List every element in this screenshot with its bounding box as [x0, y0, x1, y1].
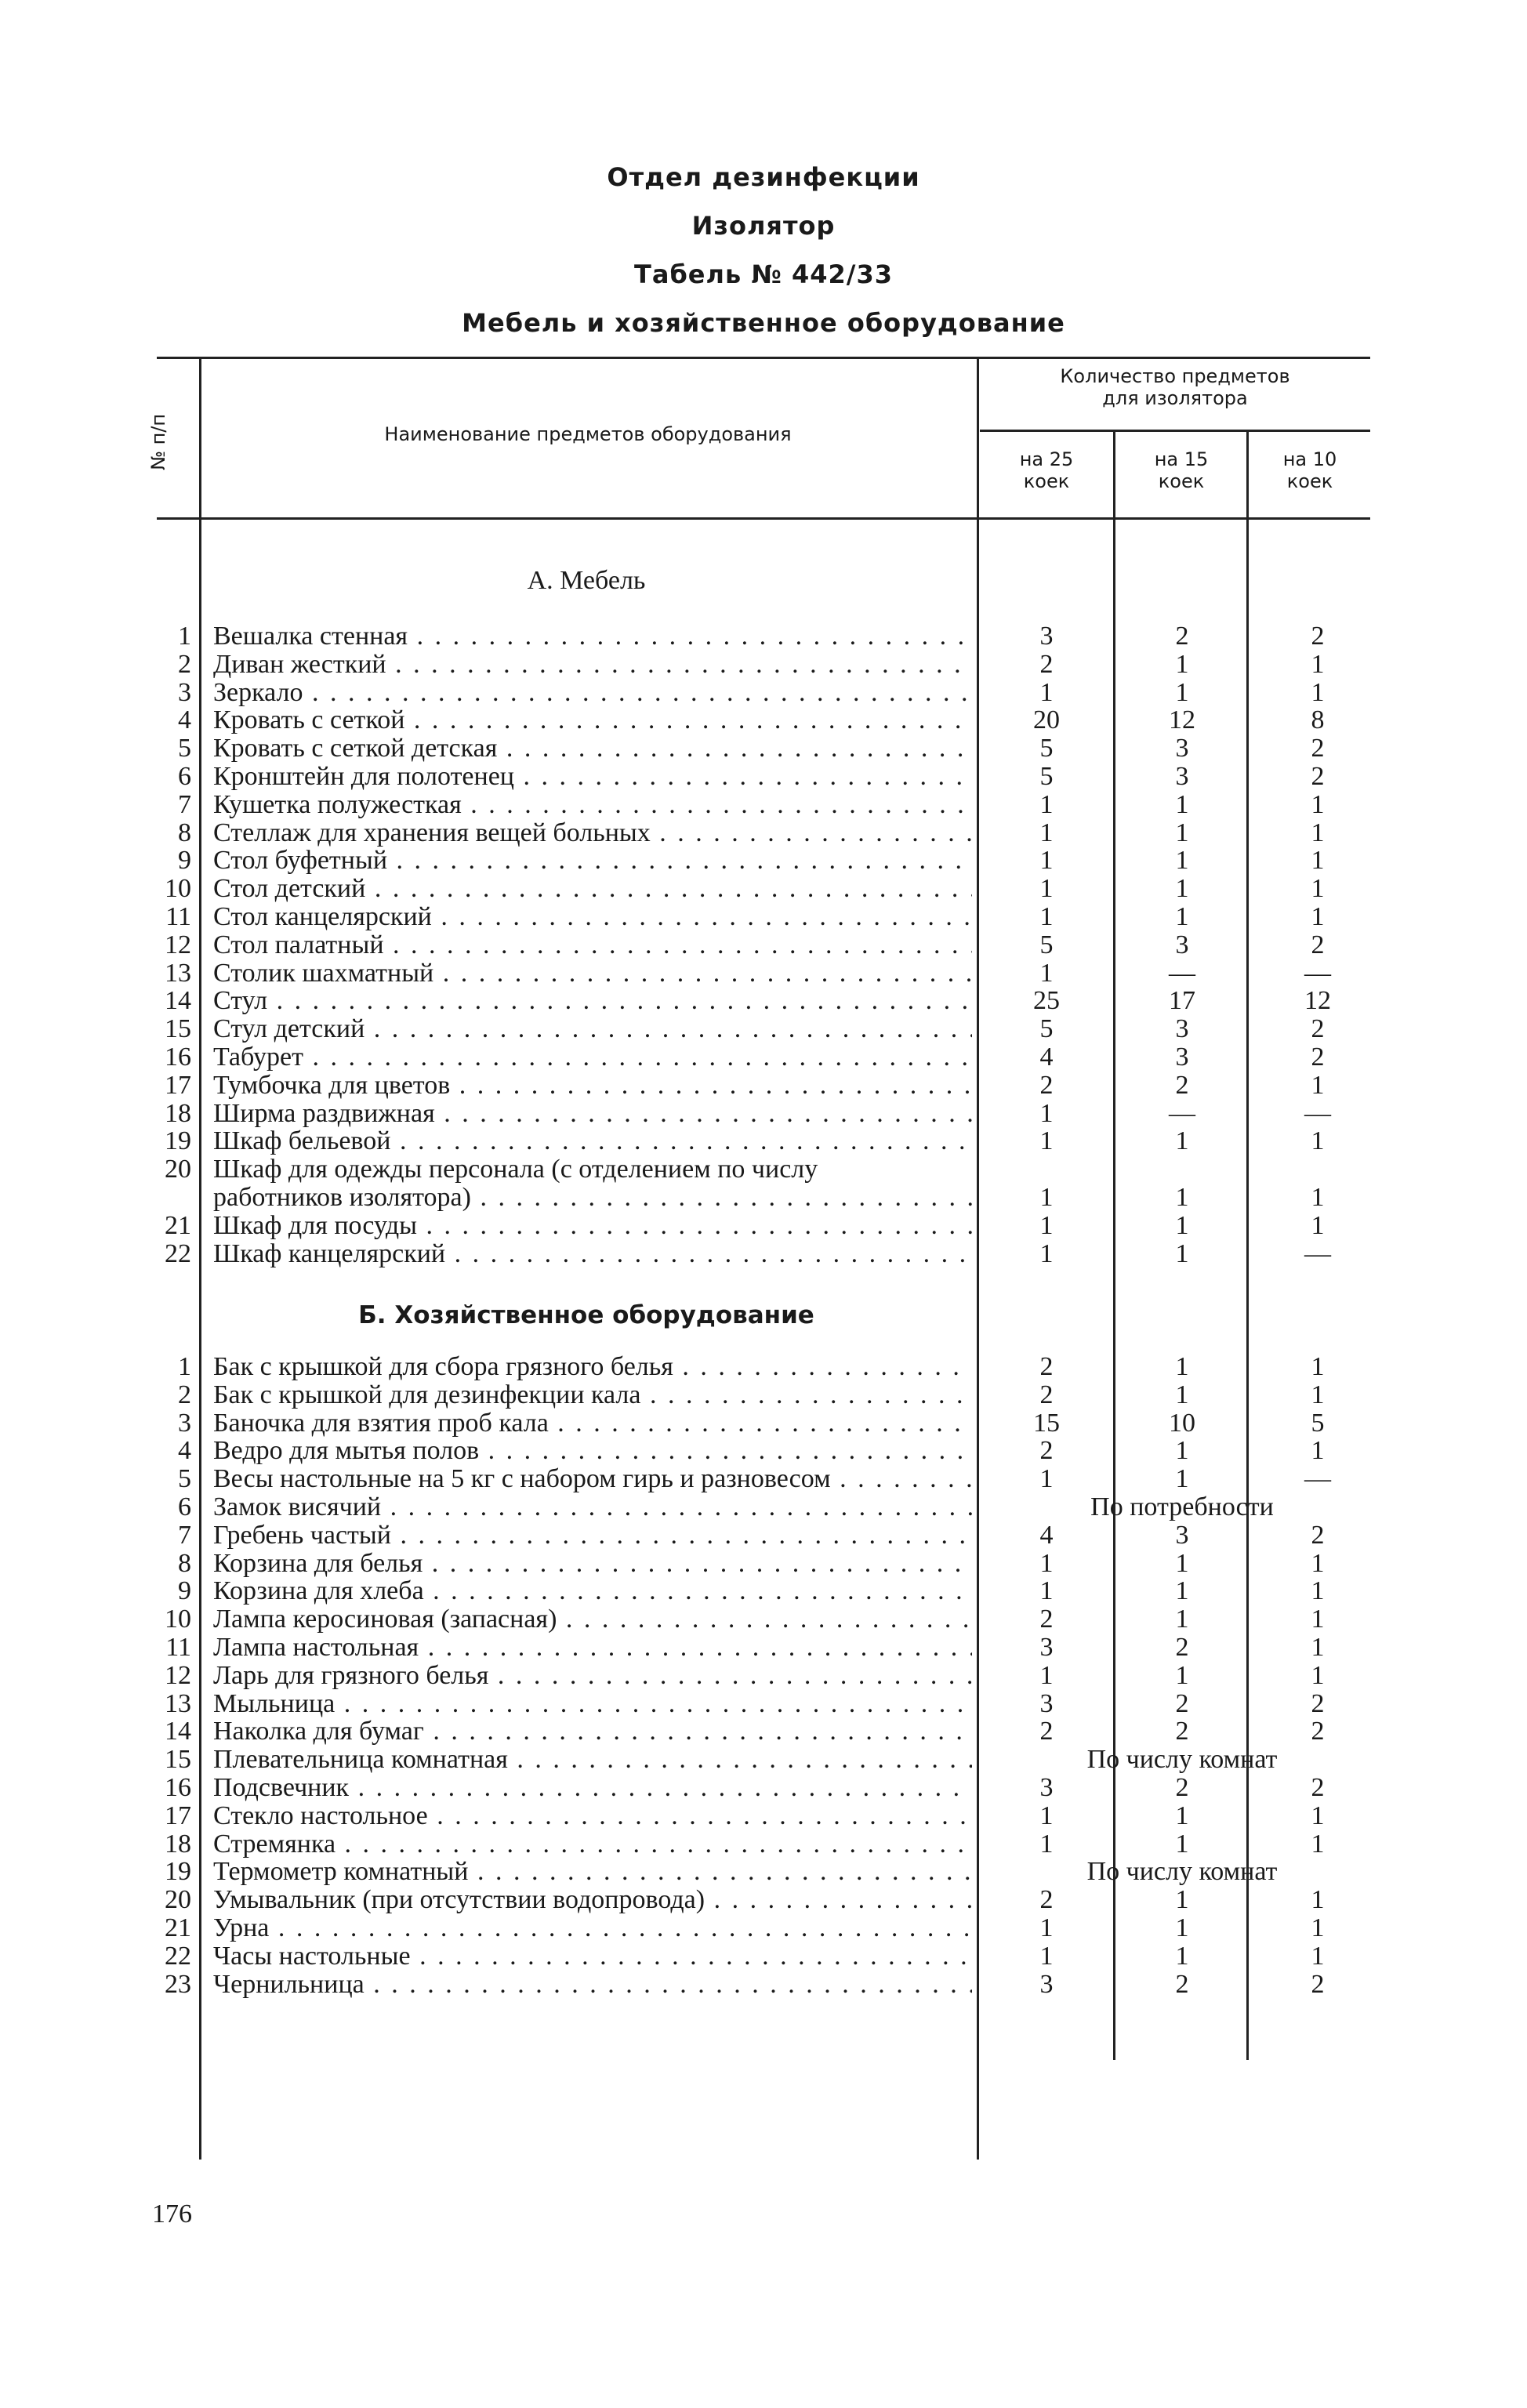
- row-qty-15-beds: 1: [1175, 846, 1189, 876]
- row-number: 2: [178, 649, 191, 679]
- row-qty-25-beds: 2: [1039, 1380, 1054, 1409]
- table-row: [0, 1100, 1527, 1128]
- column-header-10-beds: на 10 коек: [1282, 448, 1337, 492]
- row-number: 5: [178, 734, 191, 763]
- row-qty-10-beds: 1: [1311, 818, 1325, 847]
- row-qty-25-beds: 3: [1039, 1633, 1054, 1662]
- row-qty-15-beds: 10: [1169, 1408, 1195, 1438]
- row-number: 3: [178, 677, 191, 707]
- row-number: 22: [165, 1941, 191, 1971]
- row-number: 17: [165, 1801, 191, 1830]
- row-number: 14: [165, 1717, 191, 1746]
- row-qty-25-beds: 1: [1039, 1660, 1054, 1690]
- row-quantity-note: По числу комнат: [1086, 1857, 1278, 1887]
- table-row: [0, 1015, 1527, 1043]
- row-qty-25-beds: 1: [1039, 958, 1054, 988]
- row-qty-25-beds: 1: [1039, 1576, 1054, 1606]
- row-item-name: Шкаф бельевой . . .: [213, 1127, 972, 1155]
- row-item-name: Наколка для бумаг . . .: [213, 1717, 972, 1746]
- row-item-name: Кровать с сеткой . . .: [213, 706, 972, 734]
- row-qty-15-beds: 2: [1175, 1717, 1189, 1746]
- row-qty-10-beds: 2: [1311, 1688, 1325, 1718]
- table-row: [0, 1353, 1527, 1381]
- row-item-name: Ведро для мытья полов . . .: [213, 1437, 972, 1465]
- row-number: 22: [165, 1238, 191, 1268]
- row-qty-15-beds: 1: [1175, 874, 1189, 904]
- row-item-name: Умывальник (при отсутствии водопровода) . . .: [213, 1886, 972, 1914]
- row-item-name: Корзина для белья . . .: [213, 1550, 972, 1578]
- row-item-name: Стол канцелярский . . .: [213, 903, 972, 931]
- table-row: [0, 903, 1527, 931]
- row-number: 17: [165, 1070, 191, 1100]
- row-qty-25-beds: 2: [1039, 1352, 1054, 1381]
- row-number: 13: [165, 958, 191, 988]
- row-qty-25-beds: 3: [1039, 1688, 1054, 1718]
- row-qty-25-beds: 1: [1039, 1829, 1054, 1859]
- row-qty-15-beds: 1: [1175, 1885, 1189, 1915]
- row-number: 8: [178, 1548, 191, 1578]
- row-qty-15-beds: 1: [1175, 1605, 1189, 1634]
- row-qty-25-beds: 2: [1039, 1717, 1054, 1746]
- row-item-name: Стол палатный . . .: [213, 931, 972, 959]
- row-item-name: Замок висячий . . .: [213, 1493, 972, 1521]
- table-row: [0, 1409, 1527, 1438]
- row-qty-25-beds: 1: [1039, 1210, 1054, 1240]
- row-number: 16: [165, 1773, 191, 1802]
- row-qty-10-beds: 1: [1311, 902, 1325, 931]
- row-number: 1: [178, 622, 191, 651]
- row-number: 6: [178, 1492, 191, 1521]
- row-qty-15-beds: 3: [1175, 762, 1189, 791]
- row-qty-25-beds: 20: [1033, 705, 1060, 735]
- table-row: [0, 1043, 1527, 1072]
- table-row: [0, 1493, 1527, 1521]
- table-row: [0, 847, 1527, 875]
- row-qty-15-beds: 1: [1175, 1464, 1189, 1494]
- row-number: 13: [165, 1688, 191, 1718]
- row-qty-15-beds: 1: [1175, 1913, 1189, 1942]
- row-qty-15-beds: 2: [1175, 1969, 1189, 1999]
- row-qty-15-beds: —: [1169, 958, 1195, 988]
- table-row: [0, 622, 1527, 651]
- row-qty-25-beds: 2: [1039, 1605, 1054, 1634]
- qty-subheader-rule: [980, 430, 1370, 432]
- row-number: 8: [178, 818, 191, 847]
- table-row: [0, 1127, 1527, 1155]
- table-row: [0, 1662, 1527, 1690]
- row-number: 20: [165, 1155, 191, 1184]
- section-a-title: А. Мебель: [527, 566, 646, 595]
- row-number: 20: [165, 1885, 191, 1915]
- row-number: 15: [165, 1745, 191, 1775]
- table-row: [0, 1774, 1527, 1802]
- row-qty-10-beds: 2: [1311, 734, 1325, 763]
- row-qty-15-beds: 1: [1175, 1801, 1189, 1830]
- row-item-name: Ширма раздвижная . . .: [213, 1100, 972, 1128]
- table-row: [0, 1886, 1527, 1914]
- table-row: [0, 1830, 1527, 1859]
- row-qty-10-beds: 1: [1311, 677, 1325, 707]
- row-qty-10-beds: —: [1304, 1464, 1331, 1494]
- row-item-name: Зеркало . . .: [213, 679, 972, 707]
- row-quantity-note: По числу комнат: [1086, 1745, 1278, 1775]
- row-number: 10: [165, 1605, 191, 1634]
- row-qty-25-beds: 1: [1039, 1183, 1054, 1212]
- row-item-name: Тумбочка для цветов . . .: [213, 1072, 972, 1100]
- row-item-name: Лампа керосиновая (запасная) . . .: [213, 1605, 972, 1634]
- row-item-name: Бак с крышкой для дезинфекции кала . . .: [213, 1381, 972, 1409]
- table-row: [0, 931, 1527, 959]
- row-qty-25-beds: 4: [1039, 1520, 1054, 1550]
- column-header-25-beds: на 25 коек: [1019, 448, 1074, 492]
- table-row: [0, 819, 1527, 847]
- row-qty-10-beds: 1: [1311, 1913, 1325, 1942]
- row-number: 11: [165, 902, 191, 931]
- table-row: [0, 651, 1527, 679]
- row-qty-25-beds: 1: [1039, 1913, 1054, 1942]
- table-row: [0, 1746, 1527, 1774]
- table-row: [0, 679, 1527, 707]
- table-row: [0, 1971, 1527, 1999]
- row-qty-15-beds: 2: [1175, 1688, 1189, 1718]
- row-number: 15: [165, 1014, 191, 1044]
- row-item-name: Стол буфетный . . .: [213, 847, 972, 875]
- row-qty-10-beds: 1: [1311, 1548, 1325, 1578]
- row-number: 2: [178, 1380, 191, 1409]
- row-number: 14: [165, 986, 191, 1016]
- row-item-name: Стул детский . . .: [213, 1015, 972, 1043]
- row-qty-10-beds: 1: [1311, 649, 1325, 679]
- row-number: 12: [165, 930, 191, 959]
- row-qty-15-beds: 2: [1175, 1633, 1189, 1662]
- row-item-name: Кушетка полужесткая . . .: [213, 791, 972, 819]
- table-row: [0, 1942, 1527, 1971]
- row-number: 21: [165, 1210, 191, 1240]
- row-qty-25-beds: 1: [1039, 789, 1054, 819]
- row-qty-10-beds: —: [1304, 1238, 1331, 1268]
- row-number: 23: [165, 1969, 191, 1999]
- row-qty-25-beds: 5: [1039, 1014, 1054, 1044]
- table-row: [0, 1381, 1527, 1409]
- row-qty-15-beds: 17: [1169, 986, 1195, 1016]
- row-qty-25-beds: 1: [1039, 1941, 1054, 1971]
- row-qty-25-beds: 15: [1033, 1408, 1060, 1438]
- row-qty-15-beds: 1: [1175, 1352, 1189, 1381]
- row-qty-25-beds: 3: [1039, 622, 1054, 651]
- row-qty-15-beds: 3: [1175, 734, 1189, 763]
- row-number: 16: [165, 1043, 191, 1072]
- row-qty-10-beds: 1: [1311, 1605, 1325, 1634]
- row-item-name: Стол детский . . .: [213, 875, 972, 903]
- row-item-name: Табурет . . .: [213, 1043, 972, 1072]
- row-number: 21: [165, 1913, 191, 1942]
- row-qty-10-beds: 1: [1311, 874, 1325, 904]
- row-number: 18: [165, 1829, 191, 1859]
- header-bottom-rule: [157, 517, 1370, 520]
- table-row: [0, 1802, 1527, 1830]
- row-item-name: Подсвечник . . .: [213, 1774, 972, 1802]
- title-subject: Мебель и хозяйственное оборудование: [462, 308, 1065, 338]
- row-qty-15-beds: 1: [1175, 1238, 1189, 1268]
- column-header-num: № п/п: [147, 413, 169, 470]
- row-qty-10-beds: 1: [1311, 1380, 1325, 1409]
- title-tabel: Табель № 442/33: [634, 259, 893, 289]
- row-item-name: Весы настольные на 5 кг с набором гирь и разновесом . . .: [213, 1465, 972, 1493]
- row-qty-10-beds: 2: [1311, 1717, 1325, 1746]
- row-qty-10-beds: 2: [1311, 930, 1325, 959]
- table-row: [0, 1717, 1527, 1746]
- row-qty-25-beds: 1: [1039, 1098, 1054, 1128]
- row-qty-25-beds: 1: [1039, 1126, 1054, 1156]
- row-qty-15-beds: 1: [1175, 1829, 1189, 1859]
- row-qty-10-beds: 1: [1311, 1183, 1325, 1212]
- row-qty-10-beds: 2: [1311, 1520, 1325, 1550]
- row-qty-25-beds: 1: [1039, 1238, 1054, 1268]
- row-qty-15-beds: 1: [1175, 818, 1189, 847]
- row-number: 9: [178, 1576, 191, 1606]
- row-qty-10-beds: 5: [1311, 1408, 1325, 1438]
- row-item-name: Бак с крышкой для сбора грязного белья . . .: [213, 1353, 972, 1381]
- row-qty-25-beds: 1: [1039, 677, 1054, 707]
- table-top-rule: [157, 357, 1370, 359]
- row-qty-15-beds: 2: [1175, 1773, 1189, 1802]
- row-qty-25-beds: 1: [1039, 846, 1054, 876]
- row-qty-10-beds: 2: [1311, 762, 1325, 791]
- table-row: [0, 1550, 1527, 1578]
- row-qty-25-beds: 5: [1039, 734, 1054, 763]
- column-header-name: Наименование предметов оборудования: [384, 423, 792, 445]
- table-row: [0, 706, 1527, 734]
- row-qty-10-beds: 2: [1311, 1043, 1325, 1072]
- column-header-15-beds: на 15 коек: [1154, 448, 1209, 492]
- table-row: [0, 1212, 1527, 1240]
- row-item-name: Диван жесткий . . .: [213, 651, 972, 679]
- row-number: 1: [178, 1352, 191, 1381]
- section-b-title: Б. Хозяйственное оборудование: [358, 1301, 814, 1329]
- row-item-name: работников изолятора) . . .: [213, 1184, 972, 1212]
- table-row: [0, 1914, 1527, 1942]
- row-qty-10-beds: 1: [1311, 1829, 1325, 1859]
- table-row: [0, 763, 1527, 791]
- table-row: [0, 1184, 1527, 1212]
- row-qty-10-beds: 12: [1304, 986, 1331, 1016]
- row-qty-10-beds: 2: [1311, 622, 1325, 651]
- row-item-name: Часы настольные . . .: [213, 1942, 972, 1971]
- table-row: [0, 1155, 1527, 1184]
- table-row: [0, 1605, 1527, 1634]
- row-item-name: Мыльница . . .: [213, 1690, 972, 1718]
- row-qty-15-beds: 1: [1175, 1126, 1189, 1156]
- row-number: 10: [165, 874, 191, 904]
- row-item-name: Ларь для грязного белья . . .: [213, 1662, 972, 1690]
- row-number: 12: [165, 1660, 191, 1690]
- table-row: [0, 1437, 1527, 1465]
- row-qty-10-beds: 1: [1311, 789, 1325, 819]
- row-qty-25-beds: 5: [1039, 930, 1054, 959]
- row-item-name: Шкаф для одежды персонала (с отделением по числу: [213, 1155, 818, 1184]
- row-number: 9: [178, 846, 191, 876]
- row-item-name: Стекло настольное . . .: [213, 1802, 972, 1830]
- row-qty-15-beds: 1: [1175, 1436, 1189, 1466]
- row-qty-10-beds: 8: [1311, 705, 1325, 735]
- row-qty-10-beds: 1: [1311, 1660, 1325, 1690]
- row-qty-25-beds: 5: [1039, 762, 1054, 791]
- row-qty-25-beds: 3: [1039, 1969, 1054, 1999]
- row-qty-10-beds: 1: [1311, 1801, 1325, 1830]
- table-row: [0, 1858, 1527, 1886]
- row-qty-15-beds: 1: [1175, 1941, 1189, 1971]
- table-row: [0, 1634, 1527, 1662]
- row-number: 5: [178, 1464, 191, 1494]
- row-qty-10-beds: 1: [1311, 1576, 1325, 1606]
- table-row: [0, 791, 1527, 819]
- row-qty-25-beds: 3: [1039, 1773, 1054, 1802]
- row-qty-15-beds: 1: [1175, 1548, 1189, 1578]
- row-item-name: Кронштейн для полотенец . . .: [213, 763, 972, 791]
- row-number: 19: [165, 1126, 191, 1156]
- row-qty-25-beds: 1: [1039, 874, 1054, 904]
- row-number: 7: [178, 789, 191, 819]
- row-qty-25-beds: 1: [1039, 1801, 1054, 1830]
- row-qty-15-beds: 1: [1175, 902, 1189, 931]
- row-item-name: Плевательница комнатная . . .: [213, 1746, 972, 1774]
- row-qty-15-beds: 3: [1175, 930, 1189, 959]
- row-item-name: Корзина для хлеба . . .: [213, 1577, 972, 1605]
- table-row: [0, 1577, 1527, 1605]
- row-qty-25-beds: 2: [1039, 649, 1054, 679]
- row-item-name: Баночка для взятия проб кала . . .: [213, 1409, 972, 1438]
- row-qty-25-beds: 1: [1039, 1464, 1054, 1494]
- row-qty-15-beds: 12: [1169, 705, 1195, 735]
- row-number: 3: [178, 1408, 191, 1438]
- row-qty-10-beds: 2: [1311, 1014, 1325, 1044]
- row-quantity-note: По потребности: [1090, 1492, 1274, 1521]
- row-qty-10-beds: 1: [1311, 846, 1325, 876]
- row-qty-10-beds: —: [1304, 958, 1331, 988]
- row-qty-25-beds: 1: [1039, 818, 1054, 847]
- page-number: 176: [152, 2199, 192, 2228]
- row-item-name: Урна . . .: [213, 1914, 972, 1942]
- table-row: [0, 987, 1527, 1015]
- title-isolator: Изолятор: [691, 211, 836, 241]
- table-row: [0, 1240, 1527, 1268]
- row-item-name: Вешалка стенная . . .: [213, 622, 972, 651]
- row-qty-10-beds: 2: [1311, 1969, 1325, 1999]
- row-qty-15-beds: 1: [1175, 1660, 1189, 1690]
- row-item-name: Кровать с сеткой детская . . .: [213, 734, 972, 763]
- table-row: [0, 1521, 1527, 1550]
- row-qty-15-beds: —: [1169, 1098, 1195, 1128]
- row-qty-15-beds: 1: [1175, 1576, 1189, 1606]
- row-qty-10-beds: 1: [1311, 1126, 1325, 1156]
- row-qty-10-beds: 1: [1311, 1941, 1325, 1971]
- row-number: 7: [178, 1520, 191, 1550]
- row-number: 4: [178, 705, 191, 735]
- row-qty-15-beds: 2: [1175, 622, 1189, 651]
- row-qty-15-beds: 1: [1175, 1380, 1189, 1409]
- row-item-name: Термометр комнатный . . .: [213, 1858, 972, 1886]
- row-number: 11: [165, 1633, 191, 1662]
- row-qty-25-beds: 1: [1039, 902, 1054, 931]
- row-qty-25-beds: 4: [1039, 1043, 1054, 1072]
- row-qty-15-beds: 1: [1175, 1210, 1189, 1240]
- row-qty-10-beds: 2: [1311, 1773, 1325, 1802]
- row-qty-10-beds: 1: [1311, 1885, 1325, 1915]
- row-item-name: Столик шахматный . . .: [213, 959, 972, 988]
- row-item-name: Чернильница . . .: [213, 1971, 972, 1999]
- row-number: 6: [178, 762, 191, 791]
- row-qty-25-beds: 1: [1039, 1548, 1054, 1578]
- row-item-name: Шкаф канцелярский . . .: [213, 1240, 972, 1268]
- row-number: 19: [165, 1857, 191, 1887]
- row-qty-15-beds: 3: [1175, 1520, 1189, 1550]
- row-number: 4: [178, 1436, 191, 1466]
- row-item-name: Лампа настольная . . .: [213, 1634, 972, 1662]
- table-row: [0, 734, 1527, 763]
- table-row: [0, 959, 1527, 988]
- row-qty-15-beds: 1: [1175, 789, 1189, 819]
- row-qty-10-beds: 1: [1311, 1070, 1325, 1100]
- row-item-name: Стремянка . . .: [213, 1830, 972, 1859]
- table-row: [0, 875, 1527, 903]
- row-item-name: Стеллаж для хранения вещей больных . . .: [213, 819, 972, 847]
- table-row: [0, 1690, 1527, 1718]
- title-department: Отдел дезинфекции: [607, 162, 920, 192]
- row-qty-10-beds: —: [1304, 1098, 1331, 1128]
- row-qty-15-beds: 3: [1175, 1014, 1189, 1044]
- row-qty-25-beds: 25: [1033, 986, 1060, 1016]
- row-qty-15-beds: 3: [1175, 1043, 1189, 1072]
- row-qty-25-beds: 2: [1039, 1885, 1054, 1915]
- table-row: [0, 1465, 1527, 1493]
- row-qty-15-beds: 1: [1175, 1183, 1189, 1212]
- row-qty-10-beds: 1: [1311, 1210, 1325, 1240]
- row-qty-10-beds: 1: [1311, 1633, 1325, 1662]
- row-qty-15-beds: 2: [1175, 1070, 1189, 1100]
- row-item-name: Гребень частый . . .: [213, 1521, 972, 1550]
- row-qty-25-beds: 2: [1039, 1070, 1054, 1100]
- row-item-name: Шкаф для посуды . . .: [213, 1212, 972, 1240]
- table-row: [0, 1072, 1527, 1100]
- row-number: 18: [165, 1098, 191, 1128]
- row-qty-10-beds: 1: [1311, 1352, 1325, 1381]
- row-qty-10-beds: 1: [1311, 1436, 1325, 1466]
- row-qty-25-beds: 2: [1039, 1436, 1054, 1466]
- row-qty-15-beds: 1: [1175, 649, 1189, 679]
- row-qty-15-beds: 1: [1175, 677, 1189, 707]
- column-header-qty: Количество предметов для изолятора: [1060, 365, 1290, 409]
- row-item-name: Стул . . .: [213, 987, 972, 1015]
